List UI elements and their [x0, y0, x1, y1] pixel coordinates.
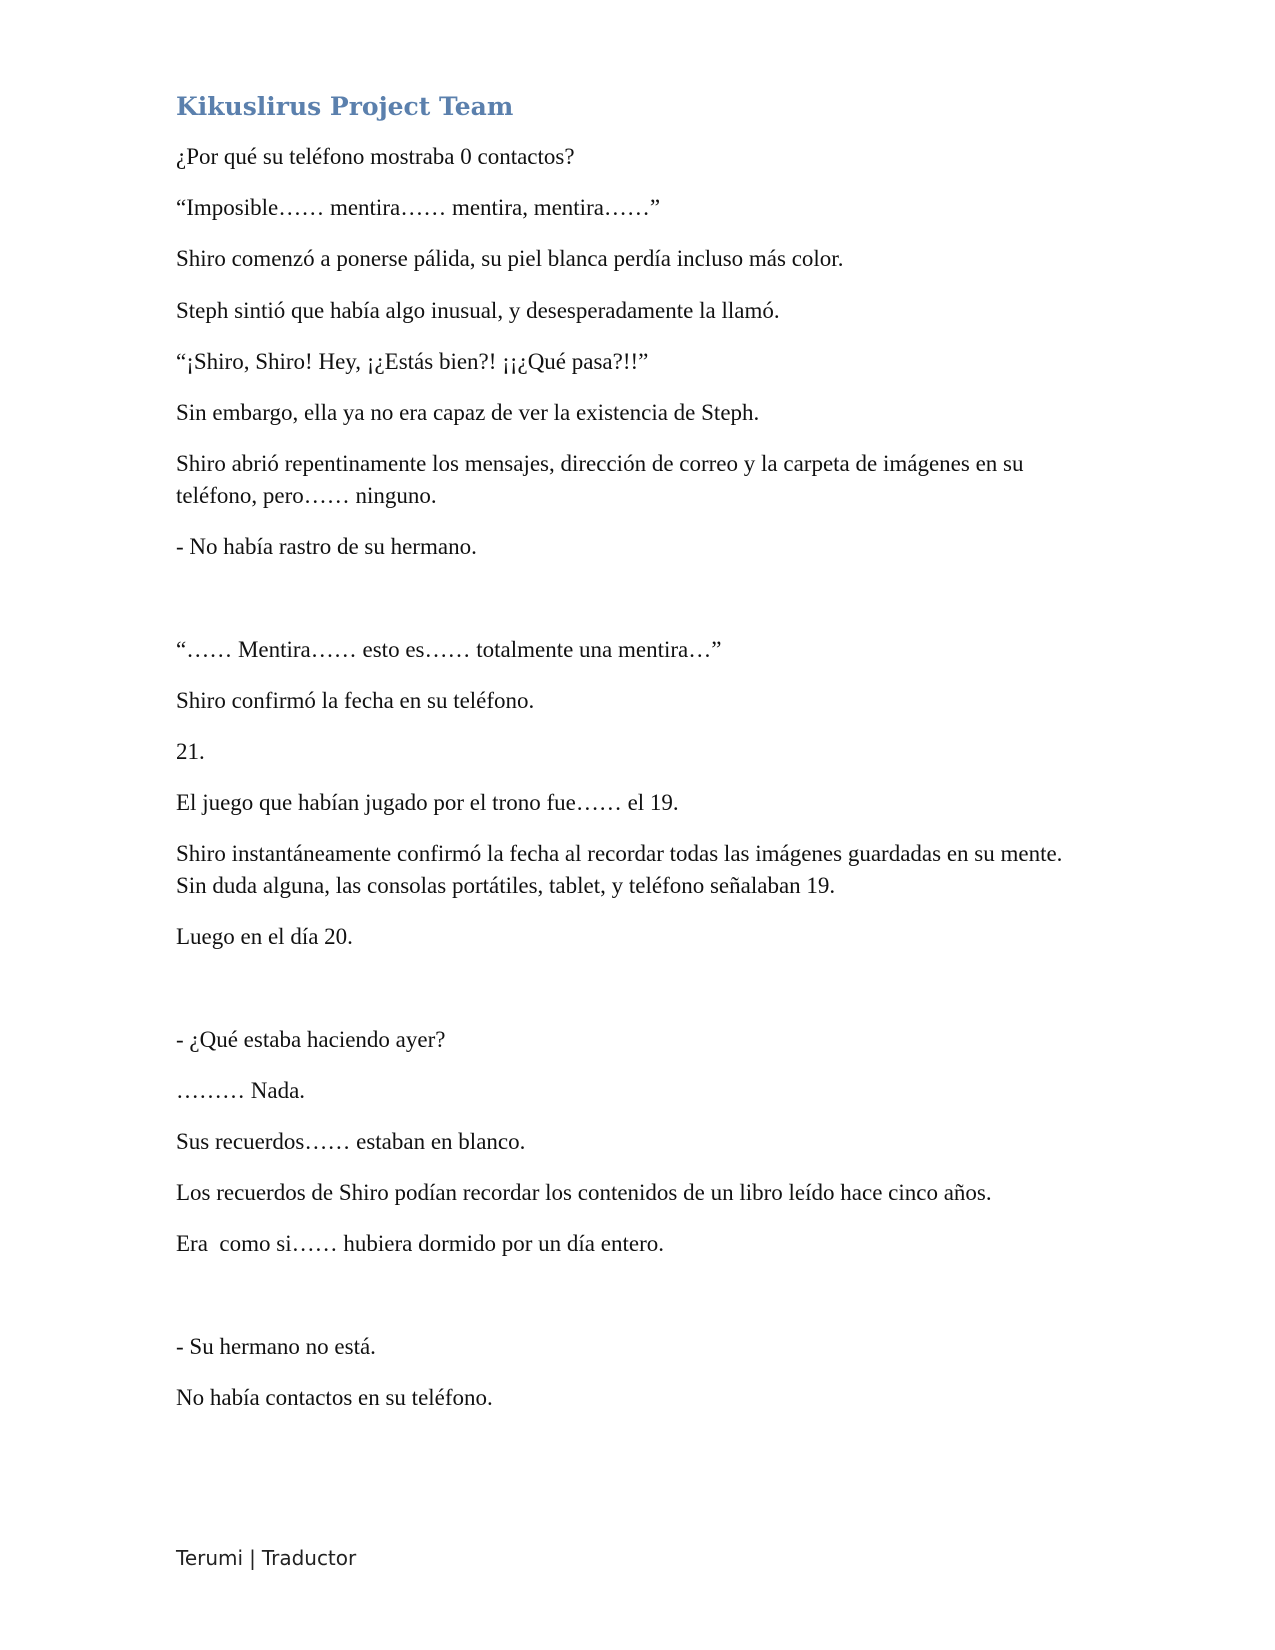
- paragraph: Shiro confirmó la fecha en su teléfono.: [176, 688, 535, 713]
- footer-role: Traductor: [261, 1546, 357, 1570]
- paragraph: - No había rastro de su hermano.: [176, 534, 477, 559]
- paragraph: Shiro instantáneamente confirmó la fecha al recordar todas las imágenes guardadas en su mente. Sin duda alguna, las consolas portátiles, tablet, y teléfono señalaban 19.: [176, 841, 1069, 898]
- paragraph: ……… Nada.: [176, 1078, 306, 1103]
- paragraph: Los recuerdos de Shiro podían recordar los contenidos de un libro leído hace cinco años.: [176, 1180, 992, 1205]
- paragraph: Shiro abrió repentinamente los mensajes, dirección de correo y la carpeta de imágenes en su teléfono, pero…… ninguno.: [176, 451, 1030, 508]
- paragraph: 21.: [176, 739, 205, 764]
- footer-author: Terumi: [176, 1546, 244, 1570]
- paragraph: ¿Por qué su teléfono mostraba 0 contactos?: [176, 144, 575, 169]
- paragraph: “Imposible…… mentira…… mentira, mentira……”: [176, 195, 661, 220]
- page-footer: [176, 1546, 356, 1570]
- paragraph: No había contactos en su teléfono.: [176, 1385, 493, 1410]
- paragraph: - ¿Qué estaba haciendo ayer?: [176, 1027, 446, 1052]
- paragraph: “¡Shiro, Shiro! Hey, ¡¿Estás bien?! ¡¡¿Qué pasa?!!”: [176, 349, 649, 374]
- paragraph: Sin embargo, ella ya no era capaz de ver la existencia de Steph.: [176, 400, 760, 425]
- paragraph: - Su hermano no está.: [176, 1334, 376, 1359]
- paragraph: Steph sintió que había algo inusual, y desesperadamente la llamó.: [176, 298, 780, 323]
- footer-separator: |: [249, 1546, 256, 1570]
- header-title: Kikuslirus Project Team: [176, 92, 514, 121]
- paragraph: Era como si…… hubiera dormido por un día entero.: [176, 1231, 664, 1256]
- paragraph: “…… Mentira…… esto es…… totalmente una mentira…”: [176, 637, 722, 662]
- paragraph: Shiro comenzó a ponerse pálida, su piel blanca perdía incluso más color.: [176, 246, 844, 271]
- paragraph: Sus recuerdos…… estaban en blanco.: [176, 1129, 526, 1154]
- paragraph: El juego que habían jugado por el trono fue…… el 19.: [176, 790, 679, 815]
- paragraph: Luego en el día 20.: [176, 924, 353, 949]
